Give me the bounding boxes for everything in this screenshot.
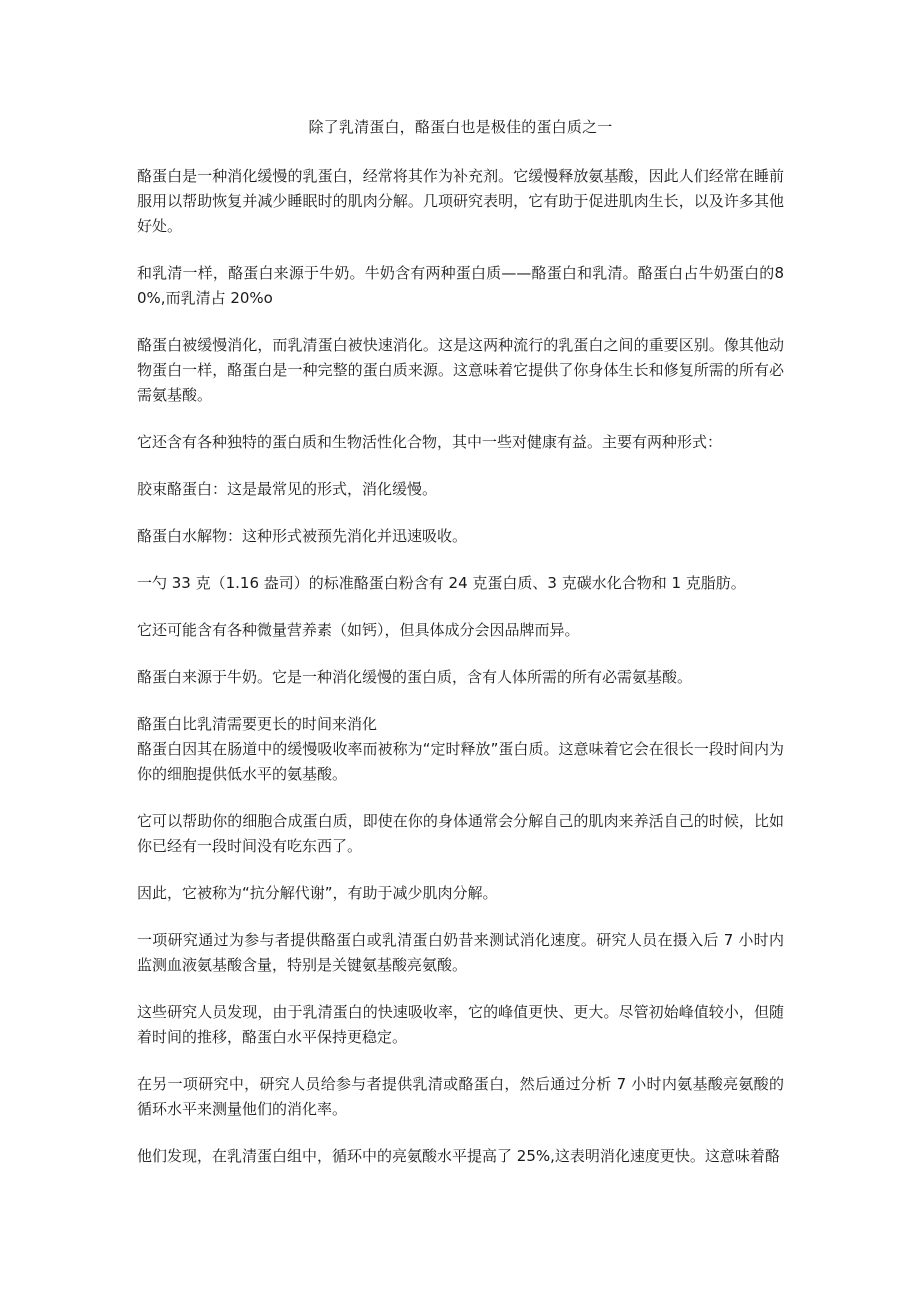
paragraph-3: 酪蛋白被缓慢消化，而乳清蛋白被快速消化。这是这两种流行的乳蛋白之间的重要区别。像其他动物蛋白一样，酪蛋白是一种完整的蛋白质来源。这意味着它提供了你身体生长和修复所需的所有必需氨基酸。 (137, 336, 784, 404)
paragraph-5: 胶束酪蛋白：这是最常见的形式，消化缓慢。 (137, 480, 438, 498)
paragraph-9: 酪蛋白来源于牛奶。它是一种消化缓慢的蛋白质，含有人体所需的所有必需氨基酸。 (137, 668, 693, 686)
paragraph-8: 它还可能含有各种微量营养素（如钙），但具体成分会因品牌而异。 (137, 621, 580, 639)
paragraph-2: 和乳清一样，酪蛋白来源于牛奶。牛奶含有两种蛋白质——酪蛋白和乳清。酪蛋白占牛奶蛋白的80%,而乳清占 20%o (137, 264, 784, 307)
paragraph-16: 他们发现，在乳清蛋白组中，循环中的亮氨酸水平提高了 25%,这表明消化速度更快。这意味着酪 (137, 1147, 780, 1165)
paragraph-11: 它可以帮助你的细胞合成蛋白质，即使在你的身体通常会分解自己的肌肉来养活自己的时候，比如你已经有一段时间没有吃东西了。 (137, 812, 784, 855)
paragraph-12: 因此，它被称为“抗分解代谢”，有助于减少肌肉分解。 (137, 884, 498, 902)
paragraph-15: 在另一项研究中，研究人员给参与者提供乳清或酪蛋白，然后通过分析 7 小时内氨基酸亮氨酸的循环水平来测量他们的消化率。 (137, 1075, 784, 1118)
paragraph-6: 酪蛋白水解物：这种形式被预先消化并迅速吸收。 (137, 527, 468, 545)
document-title: 除了乳清蛋白，酪蛋白也是极佳的蛋白质之一 (308, 118, 613, 136)
paragraph-14: 这些研究人员发现，由于乳清蛋白的快速吸收率，它的峰值更快、更大。尽管初始峰值较小，但随着时间的推移，酪蛋白水平保持更稳定。 (137, 1003, 784, 1046)
paragraph-4: 它还含有各种独特的蛋白质和生物活性化合物，其中一些对健康有益。主要有两种形式： (137, 433, 723, 451)
paragraph-13: 一项研究通过为参与者提供酪蛋白或乳清蛋白奶昔来测试消化速度。研究人员在摄入后 7 小时内监测血液氨基酸含量，特别是关键氨基酸亮氨酸。 (137, 931, 784, 974)
section-heading: 酪蛋白比乳清需要更长的时间来消化 (137, 715, 378, 733)
paragraph-1: 酪蛋白是一种消化缓慢的乳蛋白，经常将其作为补充剂。它缓慢释放氨基酸，因此人们经常在睡前服用以帮助恢复并减少睡眠时的肌肉分解。几项研究表明，它有助于促进肌肉生长，以及许多其他好处。 (137, 167, 784, 235)
paragraph-7: 一勺 33 克（1.16 盎司）的标准酪蛋白粉含有 24 克蛋白质、3 克碳水化合物和 1 克脂肪。 (137, 574, 746, 592)
paragraph-10: 酪蛋白因其在肠道中的缓慢吸收率而被称为“定时释放”蛋白质。这意味着它会在很长一段时间内为你的细胞提供低水平的氨基酸。 (137, 740, 784, 783)
